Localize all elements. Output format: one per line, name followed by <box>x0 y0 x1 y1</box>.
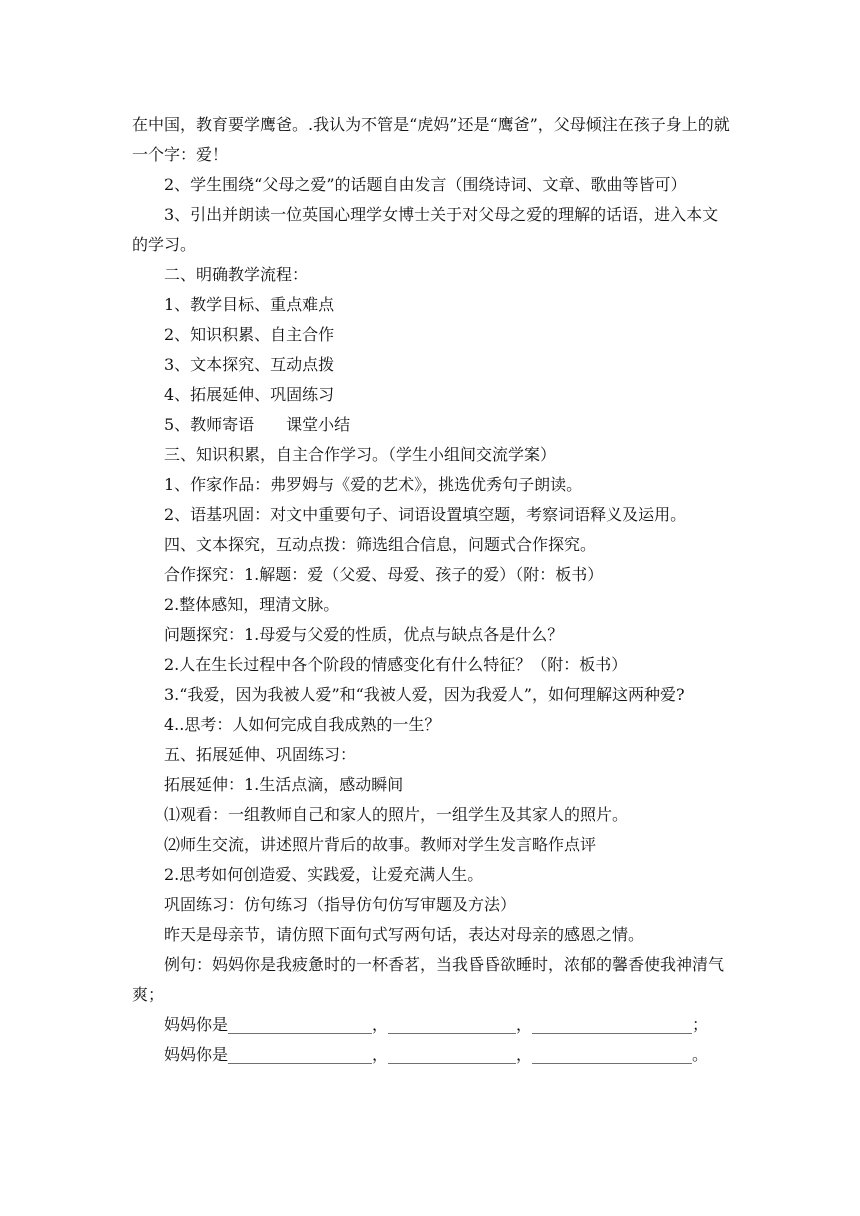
paragraph-student-speech: 2、学生围绕“父母之爱”的话题自由发言（围绕诗词、文章、歌曲等皆可） <box>164 175 687 194</box>
paragraph-create-love: 2.思考如何创造爱、实践爱，让爱充满人生。 <box>164 865 484 884</box>
paragraph-consolidation: 巩固练习：仿句练习（指导仿句仿写审题及方法） <box>164 895 517 914</box>
paragraph-cooperative-inquiry: 合作探究：1.解题：爱（父爱、母爱、孩子的爱）（附：板书） <box>164 565 604 584</box>
section-heading-5: 五、拓展延伸、巩固练习： <box>164 745 357 764</box>
section-heading-2: 二、明确教学流程： <box>164 265 309 284</box>
paragraph-read-quote: 3、引出并朗读一位英国心理学女博士关于对父母之爱的理解的话语，进入本文的学习。 <box>132 205 719 254</box>
list-item: 5、教师寄语 课堂小结 <box>164 415 351 434</box>
paragraph-overall-perception: 2.整体感知，理清文脉。 <box>164 595 340 614</box>
fill-in-line-2: 妈妈你是__________________，________________，____________________。 <box>164 1045 709 1064</box>
paragraph-emotion-stages: 2.人在生长过程中各个阶段的情感变化有什么特征？（附：板书） <box>164 655 628 674</box>
paragraph-exchange: ⑵师生交流，讲述照片背后的故事。教师对学生发言略作点评 <box>164 835 597 854</box>
paragraph-two-loves: 3.“我爱，因为我被人爱”和“我被人爱，因为我爱人”，如何理解这两种爱? <box>164 685 685 704</box>
section-heading-4: 四、文本探究，互动点拨：筛选组合信息，问题式合作探究。 <box>164 535 597 554</box>
paragraph-mothers-day: 昨天是母亲节，请仿照下面句式写两句话，表达对母亲的感恩之情。 <box>164 925 645 944</box>
list-item: 2、知识积累、自主合作 <box>164 325 335 344</box>
list-item: 4、拓展延伸、巩固练习 <box>164 385 335 404</box>
paragraph-extension: 拓展延伸：1.生活点滴，感动瞬间 <box>164 775 404 794</box>
list-item: 1、教学目标、重点难点 <box>164 295 335 314</box>
document-body <box>132 110 730 1070</box>
section-heading-3: 三、知识积累，自主合作学习。（学生小组间交流学案） <box>164 445 557 464</box>
paragraph-intro: 在中国，教育要学鹰爸。.我认为不管是“虎妈”还是“鹰爸”，父母倾注在孩子身上的就一个字：爱！ <box>132 115 730 164</box>
paragraph-example-sentence: 例句：妈妈你是我疲惫时的一杯香茗，当我昏昏欲睡时，浓郁的馨香使我神清气爽； <box>132 955 725 1004</box>
list-item: 3、文本探究、互动点拨 <box>164 355 335 374</box>
list-item: 2、语基巩固：对文中重要句子、词语设置填空题，考察词语释义及运用。 <box>164 505 687 524</box>
list-item: 1、作家作品：弗罗姆与《爱的艺术》，挑选优秀句子朗读。 <box>164 475 583 494</box>
fill-in-line-1: 妈妈你是__________________，________________，____________________； <box>164 1015 709 1034</box>
paragraph-reflection: 4..思考：人如何完成自我成熟的一生？ <box>164 715 441 734</box>
paragraph-problem-inquiry: 问题探究：1.母爱与父爱的性质，优点与缺点各是什么？ <box>164 625 564 644</box>
paragraph-watch-photos: ⑴观看：一组教师自己和家人的照片，一组学生及其家人的照片。 <box>164 805 629 824</box>
